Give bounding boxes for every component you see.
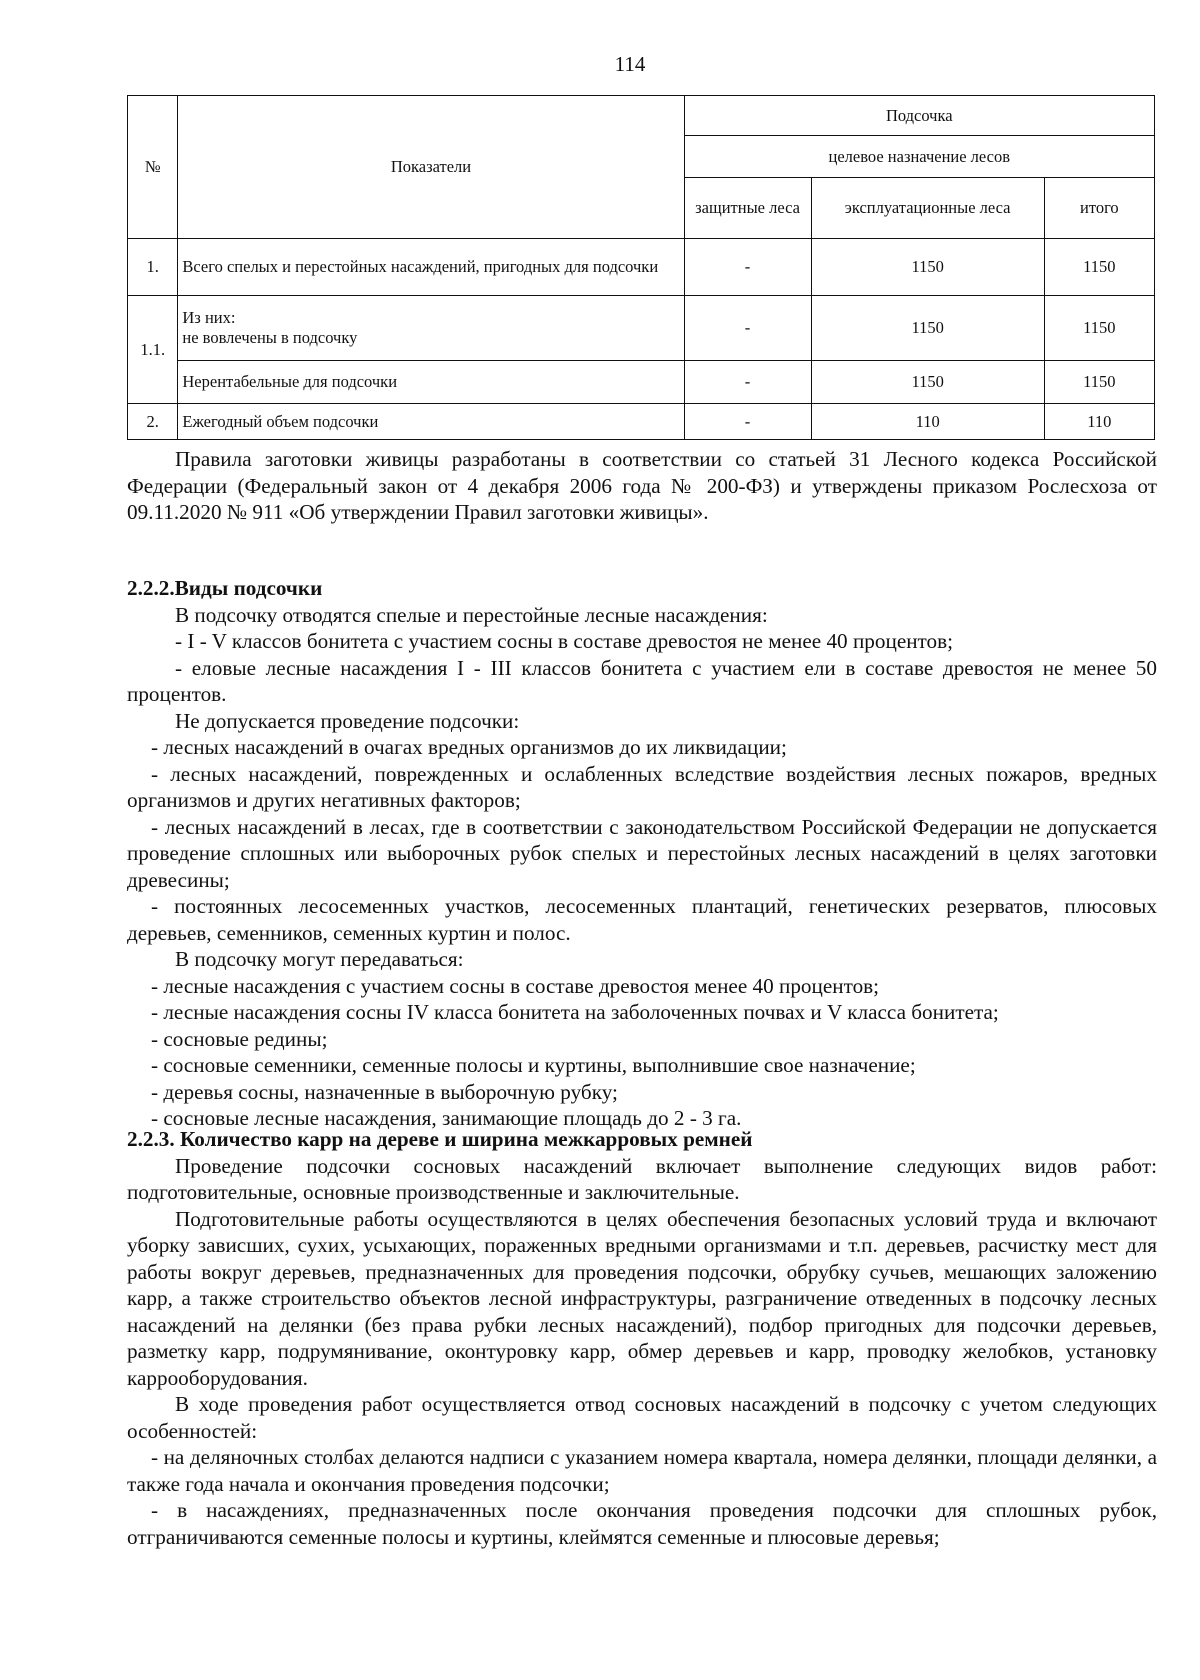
table-row (128, 239, 1155, 296)
table-row (128, 296, 1155, 361)
paragraph: Подготовительные работы осуществляются в целях обеспечения безопасных условий труда и включают уборку зависших, сухих, усыхающих, пораженных вредными организмами и т.п. деревьев, расчистку мест для работы вокруг деревьев, предназначенных для проведения подсочки, обрубку сучьев, мешающих заложению карр, а также строительство объектов лесной инфраструктуры, разграничение отведенных в подсочку лесных насаждений на делянки (без права рубки лесных насаждений), подбор пригодных для подсочки деревьев, разметку карр, подрумянивание, оконтуровку карр, обмер деревьев и карр, проводку желобков, установку каррооборудования. (127, 1206, 1157, 1390)
header-group: Подсочка (684, 96, 1154, 136)
section-223-heading: 2.2.3. Количество карр на дереве и ширина межкарровых ремней (127, 1127, 753, 1151)
paragraph: В подсочку отводятся спелые и перестойные лесные насаждения: (175, 602, 768, 627)
list-item: - сосновые лесные насаждения, занимающие площадь до 2 - 3 га. (151, 1106, 742, 1130)
row-protective: - (684, 239, 811, 296)
list-item: - лесных насаждений, поврежденных и ослабленных вследствие воздействия лесных пожаров, вредных организмов и других негативных факторов; (127, 761, 1157, 812)
row-num: 1. (128, 239, 178, 296)
page-number: 114 (614, 52, 646, 76)
table-row (128, 361, 1155, 404)
row-label-line2: не вовлечены в подсочку (182, 328, 358, 347)
list-item: - в насаждениях, предназначенных после окончания проведения подсочки для сплошных рубок, отграничиваются семенные полосы и куртины, клеймятся семенные и плюсовые деревья; (127, 1498, 1157, 1549)
header-subgroup: целевое назначение лесов (684, 136, 1154, 178)
list-item: - постоянных лесосеменных участков, лесосеменных плантаций, генетических резерватов, плюсовых деревьев, семенников, семенных куртин и полос. (127, 894, 1157, 945)
section-222-heading: 2.2.2.Виды подсочки (127, 576, 323, 600)
row-num: 1.1. (128, 296, 178, 404)
list-item: - I - V классов бонитета с участием сосны в составе древостоя не менее 40 процентов; (175, 629, 954, 653)
list-item: - лесных насаждений в очагах вредных организмов до их ликвидации; (151, 735, 787, 759)
list-item: - лесные насаждения с участием сосны в составе древостоя менее 40 процентов; (151, 973, 880, 998)
row-label: Всего спелых и перестойных насаждений, пригодных для подсочки (178, 239, 684, 296)
header-indicators: Показатели (178, 96, 684, 239)
row-total: 1150 (1044, 361, 1154, 404)
row-label-line1: Из них: (182, 308, 236, 328)
row-label: Нерентабельные для подсочки (178, 361, 684, 404)
header-num: № (128, 96, 178, 239)
list-item: - деревья сосны, назначенные в выборочную рубку; (151, 1079, 618, 1104)
paragraph: В ходе проведения работ осуществляется отвод сосновых насаждений в подсочку с учетом следующих особенностей: (127, 1392, 1157, 1443)
intro-block (127, 446, 1157, 526)
row-protective: - (684, 361, 811, 404)
paragraph: Не допускается проведение подсочки: (175, 708, 520, 733)
section-222 (127, 575, 1157, 1132)
list-item: - лесных насаждений в лесах, где в соответствии с законодательством Российской Федерации не допускается проведение сплошных или выборочных рубок спелых и перестойных лесных насаждений в целях заготовки древесины; (127, 814, 1157, 892)
row-label: Ежегодный объем подсочки (178, 404, 684, 440)
row-total: 1150 (1044, 239, 1154, 296)
row-num: 2. (128, 404, 178, 440)
list-item: - на деляночных столбах делаются надписи с указанием номера квартала, номера делянки, площади делянки, а также года начала и окончания проведения подсочки; (127, 1445, 1157, 1496)
row-exploitation: 1150 (811, 361, 1044, 404)
list-item: - еловые лесные насаждения I - III классов бонитета с участием ели в составе древостоя не менее 50 процентов. (127, 655, 1157, 706)
header-protective: защитные леса (684, 178, 811, 239)
section-223 (127, 1126, 1157, 1550)
list-item: - сосновые редины; (151, 1026, 328, 1051)
header-exploitation: эксплуатационные леса (811, 178, 1044, 239)
row-protective: - (684, 404, 811, 440)
row-label (178, 296, 684, 361)
paragraph: Проведение подсочки сосновых насаждений включает выполнение следующих видов работ: подготовительные, основные производственные и заключительные. (127, 1153, 1157, 1204)
row-total: 110 (1044, 404, 1154, 440)
row-exploitation: 110 (811, 404, 1044, 440)
harvest-table (127, 95, 1155, 440)
paragraph: В подсочку могут передаваться: (175, 947, 464, 971)
table-row (128, 404, 1155, 440)
row-exploitation: 1150 (811, 239, 1044, 296)
row-total: 1150 (1044, 296, 1154, 361)
row-exploitation: 1150 (811, 296, 1044, 361)
header-total: итого (1044, 178, 1154, 239)
intro-paragraph: Правила заготовки живицы разработаны в соответствии со статьей 31 Лесного кодекса Российской Федерации (Федеральный закон от 4 декабря 2006 года № 200-ФЗ) и утверждены приказом Рослесхоза от 09.11.2020 № 911 «Об утверждении Правил заготовки живицы». (127, 447, 1157, 524)
list-item: - лесные насаждения сосны IV класса бонитета на заболоченных почвах и V класса бонитета; (151, 1000, 999, 1024)
row-protective: - (684, 296, 811, 361)
list-item: - сосновые семенники, семенные полосы и куртины, выполнившие свое назначение; (151, 1053, 916, 1077)
